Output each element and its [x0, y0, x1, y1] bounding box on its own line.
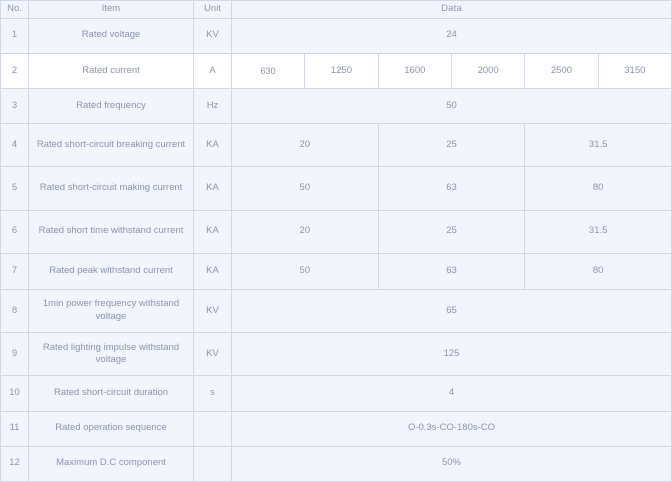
- row-item: Rated short-circuit breaking current: [29, 124, 194, 167]
- row-no: 1: [1, 18, 29, 53]
- row-value: 4: [232, 376, 672, 411]
- row-no: 9: [1, 333, 29, 376]
- row-value: 63: [378, 167, 525, 210]
- row-value: 63: [378, 253, 525, 289]
- row-item: Rated lighting impulse withstand voltage: [29, 333, 194, 376]
- row-item: Rated peak withstand current: [29, 253, 194, 289]
- row-value: 25: [378, 124, 525, 167]
- row-value: 2500: [525, 53, 598, 88]
- row-no: 10: [1, 376, 29, 411]
- table-row: [1, 411, 672, 446]
- row-unit: A: [194, 53, 232, 88]
- row-unit: [194, 446, 232, 481]
- row-value: 25: [378, 210, 525, 253]
- row-value: 2000: [451, 53, 524, 88]
- row-no: 5: [1, 167, 29, 210]
- row-no: 8: [1, 290, 29, 333]
- row-item: Rated frequency: [29, 89, 194, 124]
- row-value: 20: [232, 210, 379, 253]
- row-unit: [194, 411, 232, 446]
- table-row: [1, 167, 672, 210]
- row-item: Rated short time withstand current: [29, 210, 194, 253]
- row-value: 80: [525, 167, 672, 210]
- row-value: 3150: [598, 53, 671, 88]
- row-value: 20: [232, 124, 379, 167]
- table-header-row: [1, 1, 672, 19]
- row-item: 1min power frequency withstand voltage: [29, 290, 194, 333]
- table-row: [1, 53, 672, 88]
- table-row: [1, 376, 672, 411]
- row-item: Rated short-circuit making current: [29, 167, 194, 210]
- row-unit: KV: [194, 290, 232, 333]
- row-value: 125: [232, 333, 672, 376]
- row-value: 1600: [378, 53, 451, 88]
- row-value: 31.5: [525, 210, 672, 253]
- row-no: 4: [1, 124, 29, 167]
- row-value: 50: [232, 253, 379, 289]
- row-value: O-0.3s-CO-180s-CO: [232, 411, 672, 446]
- row-unit: KA: [194, 167, 232, 210]
- row-unit: s: [194, 376, 232, 411]
- row-value: 80: [525, 253, 672, 289]
- header-data: Data: [232, 1, 672, 19]
- row-item: Rated operation sequence: [29, 411, 194, 446]
- row-no: 7: [1, 253, 29, 289]
- row-value: 50: [232, 167, 379, 210]
- row-no: 12: [1, 446, 29, 481]
- table-row: [1, 124, 672, 167]
- row-value: 630: [232, 53, 305, 88]
- row-no: 11: [1, 411, 29, 446]
- row-value: 65: [232, 290, 672, 333]
- row-item: Rated short-circuit duration: [29, 376, 194, 411]
- row-value: 1250: [305, 53, 378, 88]
- row-item: Rated current: [29, 53, 194, 88]
- header-unit: Unit: [194, 1, 232, 19]
- row-no: 2: [1, 53, 29, 88]
- table-row: [1, 333, 672, 376]
- row-unit: KA: [194, 210, 232, 253]
- row-unit: KA: [194, 253, 232, 289]
- row-unit: KV: [194, 333, 232, 376]
- row-unit: KA: [194, 124, 232, 167]
- table-row: [1, 89, 672, 124]
- row-unit: KV: [194, 18, 232, 53]
- header-no: No.: [1, 1, 29, 19]
- row-value: 50: [232, 89, 672, 124]
- row-no: 6: [1, 210, 29, 253]
- row-item: Maximum D.C component: [29, 446, 194, 481]
- row-value: 50%: [232, 446, 672, 481]
- table-row: [1, 253, 672, 289]
- header-item: Item: [29, 1, 194, 19]
- table-row: [1, 290, 672, 333]
- row-value: 24: [232, 18, 672, 53]
- table-row: [1, 210, 672, 253]
- row-no: 3: [1, 89, 29, 124]
- table-row: [1, 18, 672, 53]
- row-item: Rated voltage: [29, 18, 194, 53]
- row-unit: Hz: [194, 89, 232, 124]
- row-value: 31.5: [525, 124, 672, 167]
- table-row: [1, 446, 672, 481]
